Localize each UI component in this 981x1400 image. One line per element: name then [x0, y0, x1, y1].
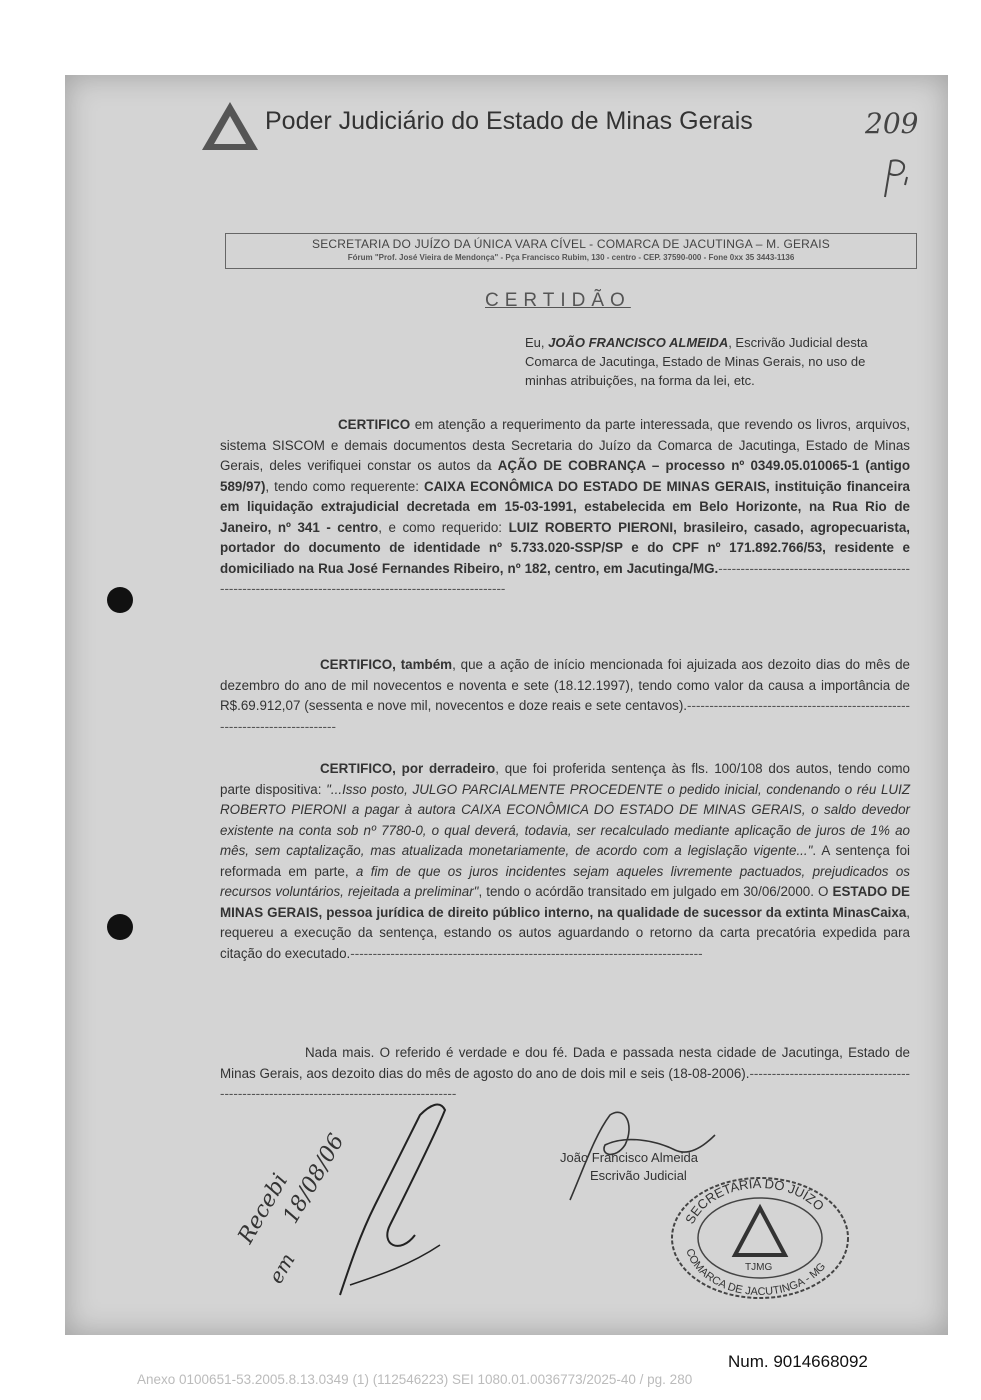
handwritten-receipt-note — [233, 1095, 500, 1315]
p1-dashes: ----------------------------------------------------------------------------------------------------------- — [220, 560, 910, 596]
tjmg-logo-icon — [200, 100, 260, 152]
intro-pre: Eu, — [525, 335, 549, 350]
signer-role: Escrivão Judicial — [590, 1168, 687, 1183]
sentence-quote: "...Isso posto, JULGO PARCIALMENTE PROCEDENTE o pedido inicial, condenando o réu LUIZ ROBERTO PIERONI a pagar à autora CAIXA ECONÔMICA DO ESTADO DE MINAS GERAIS, o saldo devedor existente na conta sob nº 7780-0, o qual deverá, todavia, ser recalculado mediante aplicação de juros de 1% ao mês, sem captalização, mas atualizada monetariamente, de acordo com a legislação vigente..." — [220, 781, 910, 858]
document-number: Num. 9014668092 — [728, 1352, 868, 1371]
stamp-bottom-text: COMARCA DE JACUTINGA - MG — [683, 1247, 829, 1299]
court-header-title: Poder Judiciário do Estado de Minas Gerais — [265, 107, 753, 135]
defendant: LUIZ ROBERTO PIERONI, brasileiro, casado, agropecuarista, portador do documento de identidade nº 5.733.020-SSP/SP e do CPF nº 171.892.766/53, residente e domiciliado na Rua José Fernandes Ribeiro, nº 182, centro, em Jacutinga/MG. — [220, 519, 911, 576]
clerk-name: JOÃO FRANCISCO ALMEIDA — [548, 335, 729, 350]
p1-text-a: em atenção a requerimento da parte interessada, que revendo os livros, arquivos, sistema SISCOM e demais documentos desta Secretaria do Juízo da Comarca de Jacutinga, Estado de Minas Gerais, deles verifiquei constar os autos da — [220, 417, 910, 473]
state-successor: ESTADO DE MINAS GERAIS, pessoa jurídica de direito público interno, na qualidade de sucessor da extinta MinasCaixa — [220, 884, 910, 920]
punch-hole-top — [107, 587, 133, 613]
p1-text-b: , tendo como requerente: — [265, 478, 424, 494]
paragraph-certifico-1 — [220, 415, 910, 600]
signer-name: João Francisco Almeida — [560, 1150, 699, 1165]
closing-text: Nada mais. O referido é verdade e dou fé. Dada e passada nesta cidade de Jacutinga, Estado de Minas Gerais, aos dezoito dias do mês de agosto do ano de dois mil e seis (18-08-2006). — [220, 1045, 910, 1081]
p1-text-c: , e como requerido: — [378, 519, 509, 535]
receipt-date: 18/08/06 — [278, 1129, 350, 1228]
handwritten-page-number: 209 — [865, 107, 919, 140]
handwritten-initials-icon — [877, 155, 917, 200]
p2-dashes: ---------------------------------------------------------------------------- — [220, 698, 910, 734]
p4-dashes: ----------------------------------------------------------------------------------------- — [220, 1065, 910, 1101]
annex-footer: Anexo 0100651-53.2005.8.13.0349 (1) (112546223) SEI 1080.01.0036773/2025-40 / pg. 280 — [137, 1372, 693, 1387]
p3-text-a: , que foi proferida sentença às fls. 100/108 dos autos, tendo como parte dispositiva: — [220, 761, 910, 797]
plaintiff: CAIXA ECONÔMICA DO ESTADO DE MINAS GERAIS, instituição financeira em liquidação extrajudicial decretada em 15-03-1991, estabelecida em Belo Horizonte, na Rua Rio de Janeiro, nº 341 - centro — [220, 478, 910, 535]
certifico-tambem-label: CERTIFICO, também — [320, 657, 453, 672]
certifico-derradeiro-label: CERTIFICO, por derradeiro — [320, 761, 496, 776]
intro-post: , Escrivão Judicial desta Comarca de Jacutinga, Estado de Minas Gerais, no uso de minhas atribuições, na forma da lei, etc. — [525, 335, 868, 388]
secretaria-banner — [225, 233, 917, 269]
certifico-label: CERTIFICO — [338, 417, 411, 432]
action-process: AÇÃO DE COBRANÇA – processo nº 0349.05.010065-1 (antigo 589/97) — [220, 458, 910, 494]
p3-text-c: , tendo o acórdão transitado em julgado em 30/06/2000. O — [478, 884, 833, 899]
document-title: CERTIDÃO — [485, 290, 631, 311]
punch-hole-bottom — [107, 914, 133, 940]
intro-paragraph — [525, 333, 910, 390]
p3-text-d: , requereu a execução da sentença, estando os autos aguardando o retorno da carta precatória expedida para citação do executado. — [220, 904, 910, 961]
appeal-quote: a fim de que os juros incidentes sejam aqueles livremente pactuados, prejudicados os recursos voluntários, rejeitada a preliminar" — [220, 863, 910, 899]
receipt-line3: em — [263, 1248, 300, 1288]
p3-text-b: . A sentença foi reformada em parte, — [220, 843, 910, 879]
stamp-center-text: TJMG — [745, 1262, 773, 1273]
secretaria-name: SECRETARIA DO JUÍZO DA ÚNICA VARA CÍVEL - COMARCA DE JACUTINGA – M. GERAIS — [311, 237, 830, 251]
court-stamp-icon — [665, 1170, 855, 1300]
paragraph-certifico-3 — [220, 759, 910, 964]
receipt-line1: Recebi — [233, 1169, 294, 1248]
paragraph-certifico-2 — [220, 655, 910, 737]
stamp-top-text: SECRETARIA DO JUÍZO — [682, 1175, 828, 1227]
scanned-document — [65, 75, 948, 1335]
forum-address: Fórum "Prof. José Vieira de Mendonça" - Pça Francisco Rubim, 130 - centro - CEP. 37590-000 - Fone 0xx 35 3443-1136 — [347, 253, 795, 262]
p3-dashes: ------------------------------------------------------------------------------- — [350, 945, 703, 961]
p2-text: , que a ação de início mencionada foi ajuizada aos dezoito dias do mês de dezembro do ano de mil novecentos e noventa e sete (18.12.1997), tendo como valor da causa a importância de R$.69.912,07 (sessenta e nove mil, novecentos e doze reais e sete centavos). — [220, 657, 910, 713]
